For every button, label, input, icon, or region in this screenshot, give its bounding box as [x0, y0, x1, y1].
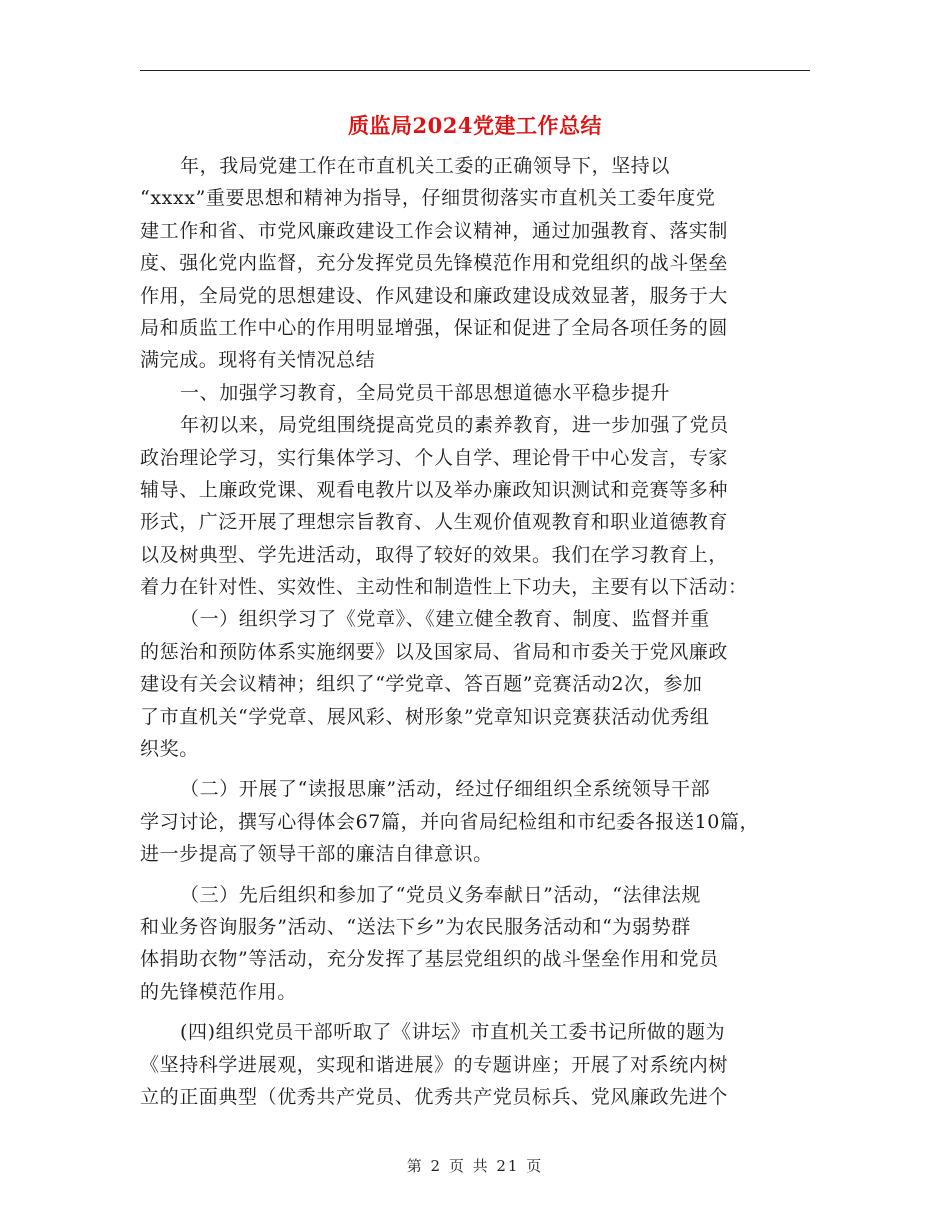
text-line: 以及树典型、学先进活动，取得了较好的效果。我们在学习教育上，	[140, 543, 729, 566]
text-line: 局和质监工作中心的作用明显增强，保证和促进了全局各项任务的圆	[140, 316, 729, 339]
document-body	[140, 150, 816, 1113]
text-line: 作用，全局党的思想建设、作风建设和廉政建设成效显著，服务于大	[140, 284, 729, 307]
text-line: （二）开展了“读报思廉”活动，经过仔细组织全系统领导干部	[180, 778, 711, 801]
text-line: 着力在针对性、实效性、主动性和制造性上下功夫，主要有以下活动：	[140, 576, 748, 599]
text-line: 辅导、上廉政党课、观看电教片以及举办廉政知识测试和竞赛等多种	[140, 478, 729, 501]
text-line: 年，我局党建工作在市直机关工委的正确领导下，坚持以	[180, 155, 671, 177]
text-line: “xxxx”重要思想和精神为指导，仔细贯彻落实市直机关工委年度党	[140, 187, 716, 210]
paragraph-gap	[140, 871, 816, 879]
text-line: 年初以来，局党组围绕提高党员的素养教育，进一步加强了党员	[180, 414, 729, 437]
text-line: 建设有关会议精神；组织了“学党章、答百题”竞赛活动2次，参加	[140, 673, 703, 696]
text-line: 一、加强学习教育，全局党员干部思想道德水平稳步提升	[180, 381, 671, 404]
page-number: 第 2 页 共 21 页	[406, 1157, 544, 1175]
text-line: 政治理论学习，实行集体学习、个人自学、理论骨干中心发言，专家	[140, 446, 729, 469]
text-line: 建工作和省、市党风廉政建设工作会议精神，通过加强教育、落实制	[140, 219, 729, 242]
text-line: (四)组织党员干部听取了《讲坛》市直机关工委书记所做的题为	[180, 1021, 726, 1044]
text-line: 满完成。现将有关情况总结	[140, 349, 376, 372]
document-title: 质监局2024党建工作总结	[348, 113, 602, 138]
text-line: 《坚持科学进展观，实现和谐进展》的专题讲座；开展了对系统内树	[140, 1053, 729, 1076]
text-line: 度、强化党内监督，充分发挥党员先锋模范作用和党组织的战斗堡垒	[140, 252, 729, 275]
text-line: 立的正面典型（优秀共产党员、优秀共产党员标兵、党风廉政先进个	[140, 1085, 729, 1108]
text-line: 了市直机关“学党章、展风彩、树形象”党章知识竞赛获活动优秀组	[140, 705, 710, 728]
text-line: 进一步提高了领导干部的廉洁自律意识。	[140, 843, 493, 866]
text-line: 学习讨论，撰写心得体会67篇，并向省局纪检组和市纪委各报送10篇，	[140, 810, 760, 833]
text-line: 体捐助衣物”等活动，充分发挥了基层党组织的战斗堡垒作用和党员	[140, 948, 719, 971]
text-line: （一）组织学习了《党章》、《建立健全教育、制度、监督并重	[180, 608, 710, 631]
paragraph-gap	[140, 765, 816, 773]
paragraph-gap	[140, 1008, 816, 1016]
text-line: 的先锋模范作用。	[140, 980, 297, 1003]
text-line: 形式，广泛开展了理想宗旨教育、人生观价值观教育和职业道德教育	[140, 511, 729, 534]
text-line: 织奖。	[140, 738, 199, 761]
text-line: 的惩治和预防体系实施纲要》以及国家局、省局和市委关于党风廉政	[140, 640, 729, 663]
text-line: 和业务咨询服务”活动、“送法下乡”为农民服务活动和“为弱势群	[140, 915, 691, 938]
text-line: （三）先后组织和参加了“党员义务奉献日”活动，“法律法规	[180, 883, 701, 906]
header-rule	[140, 70, 810, 71]
